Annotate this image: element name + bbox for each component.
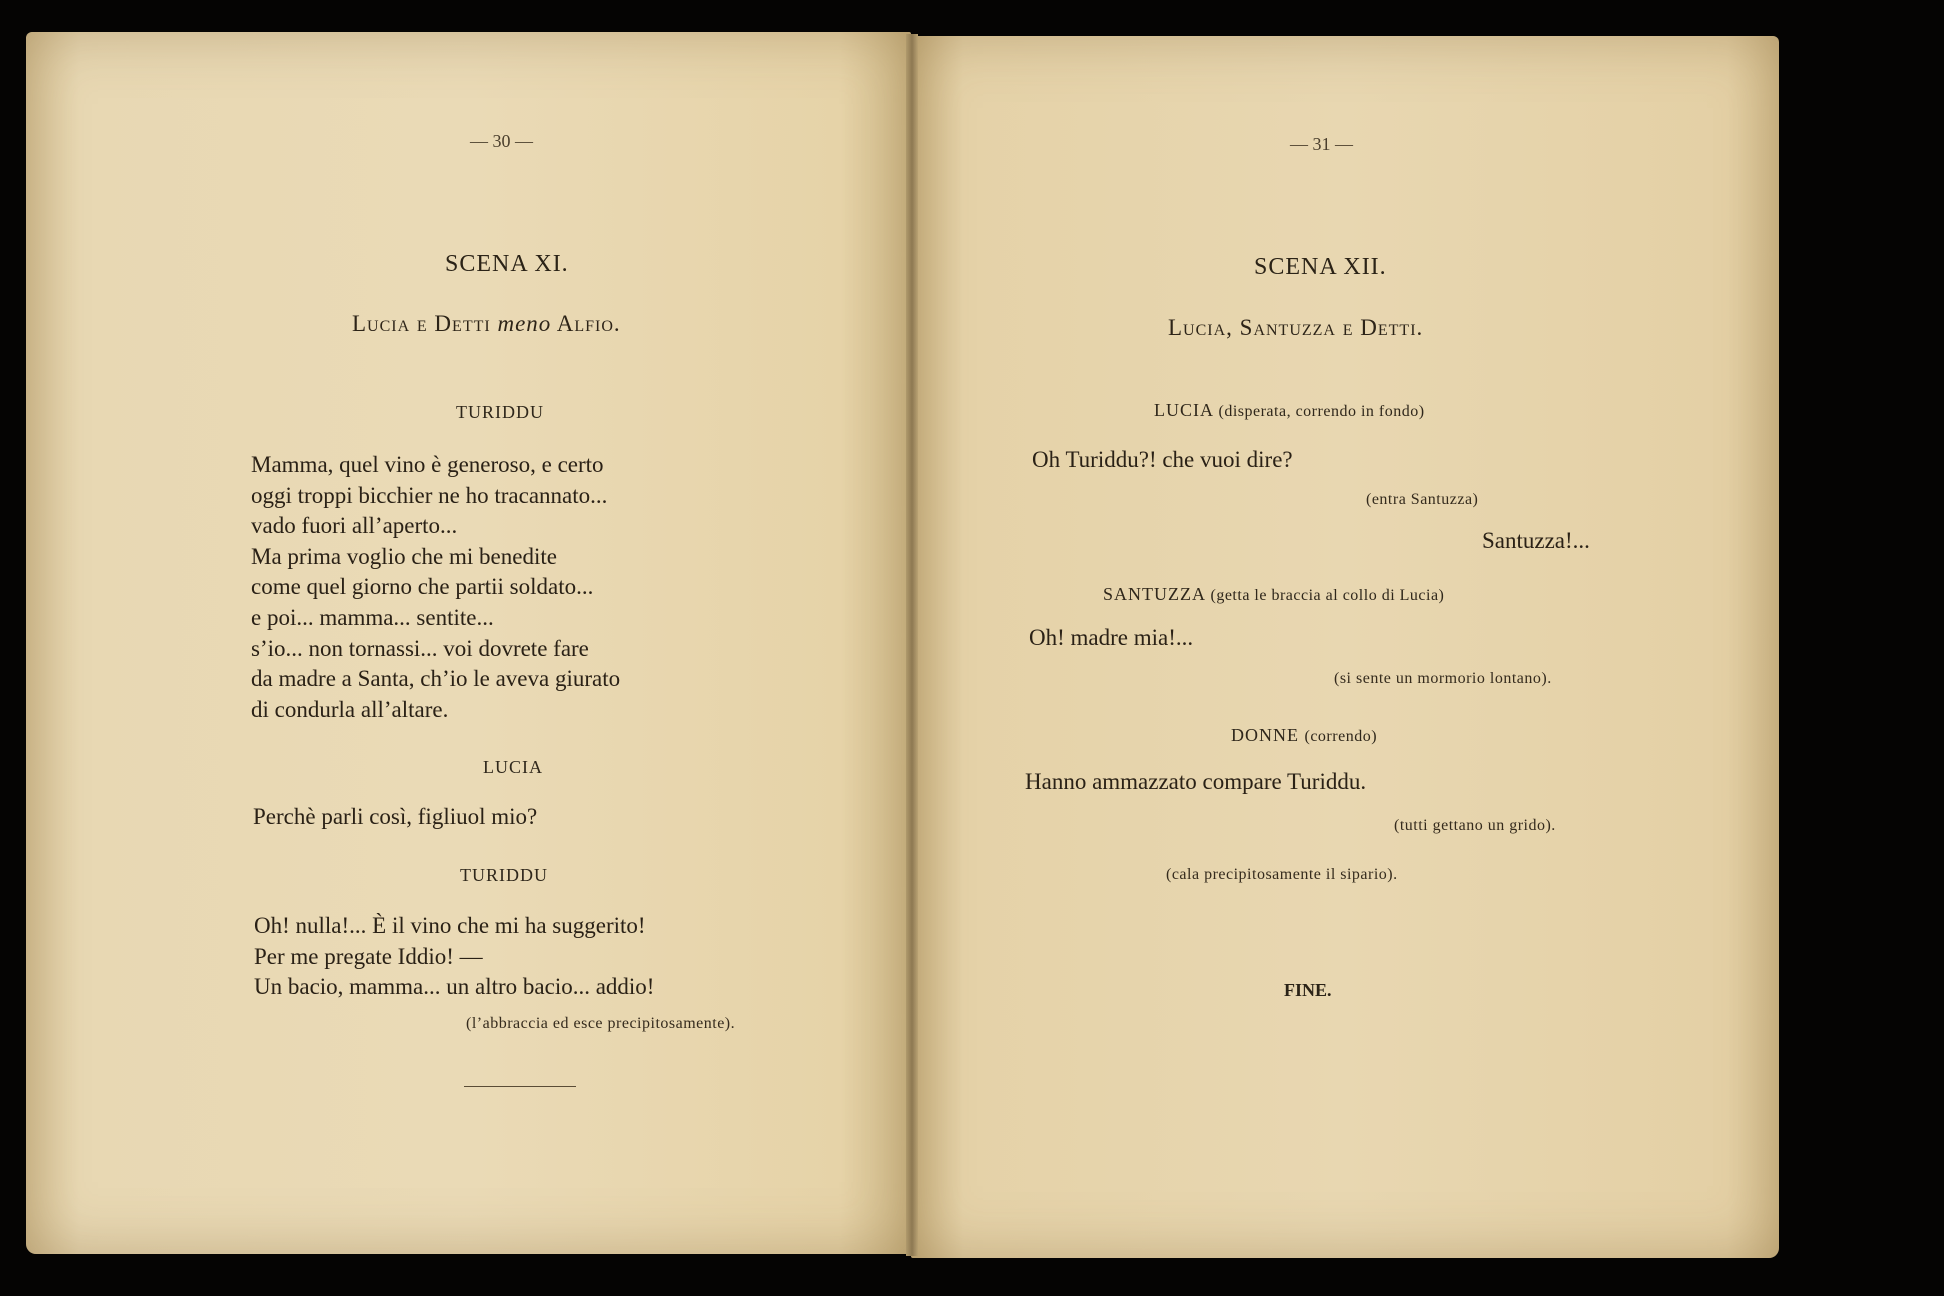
verse-line: da madre a Santa, ch’io le aveva giurato: [251, 666, 621, 692]
speaker-santuzza: [1103, 584, 1444, 605]
verse-line: e poi... mamma... sentite...: [251, 604, 494, 630]
end-fine: FINE.: [1284, 980, 1332, 1000]
verse-lucia: [253, 802, 537, 833]
verse-line: vado fuori all’aperto...: [251, 513, 458, 539]
book-spine: [906, 34, 918, 1256]
verse-line: Perchè parli così, figliuol mio?: [253, 804, 538, 829]
speaker-name: DONNE: [1231, 725, 1299, 745]
line-lucia: Oh Turiddu?! che vuoi dire?: [1032, 447, 1293, 472]
characters-main: Lucia e Detti: [352, 311, 491, 336]
verse-turiddu-2: [254, 911, 654, 1003]
speaker-lucia-2: [1154, 400, 1425, 421]
scene-xii-characters: Lucia, Santuzza e Detti.: [1168, 315, 1424, 340]
stage-direction-curtain: (cala precipitosamente il sipario).: [1166, 866, 1398, 883]
characters-meno: meno: [497, 311, 552, 336]
verse-line: s’io... non tornassi... voi dovrete fare: [251, 635, 589, 661]
speaker-turiddu-2: TURIDDU: [460, 865, 548, 885]
scene-xi-title: SCENA XI.: [445, 251, 569, 277]
line-donne: Hanno ammazzato compare Turiddu.: [1025, 769, 1367, 794]
line-santuzza: Oh! madre mia!...: [1029, 625, 1194, 650]
characters-alfio: Alfio.: [556, 311, 621, 336]
scene-xii-title: SCENA XII.: [1254, 254, 1387, 280]
end-rule: [464, 1086, 576, 1087]
speaker-turiddu-1: TURIDDU: [456, 402, 544, 422]
verse-line: Mamma, quel vino è generoso, e certo: [251, 452, 604, 477]
speaker-lucia: LUCIA: [483, 757, 543, 777]
speaker-name: SANTUZZA: [1103, 584, 1205, 604]
speaker-donne: [1231, 725, 1377, 746]
verse-line: Oh! nulla!... È il vino che mi ha suggerito!: [254, 913, 646, 938]
line-santuzza-name: Santuzza!...: [1482, 528, 1590, 553]
verse-line: Per me pregate Iddio! —: [254, 943, 483, 969]
verse-line: oggi troppi bicchier ne ho tracannato...: [251, 482, 608, 508]
verse-line: come quel giorno che partii soldato...: [251, 574, 594, 600]
speaker-direction: (disperata, correndo in fondo): [1218, 403, 1425, 420]
scene-xi-characters: [352, 311, 621, 337]
speaker-direction: (getta le braccia al collo di Lucia): [1210, 587, 1445, 604]
stage-direction-enter: (entra Santuzza): [1366, 491, 1479, 508]
stage-direction-cry: (tutti gettano un grido).: [1394, 817, 1556, 834]
verse-line: Ma prima voglio che mi benedite: [251, 543, 557, 569]
right-page-number: — 31 —: [1290, 134, 1353, 154]
verse-line: Un bacio, mamma... un altro bacio... addio!: [254, 974, 655, 1000]
speaker-direction: (correndo): [1304, 728, 1378, 745]
speaker-name: LUCIA: [1154, 400, 1213, 420]
verse-line: di condurla all’altare.: [251, 696, 449, 722]
left-page-number: — 30 —: [470, 131, 533, 151]
stage-direction-murmur: (si sente un mormorio lontano).: [1334, 670, 1552, 687]
stage-direction-exit: (l’abbraccia ed esce precipitosamente).: [466, 1015, 736, 1032]
verse-turiddu-1: [251, 450, 620, 725]
